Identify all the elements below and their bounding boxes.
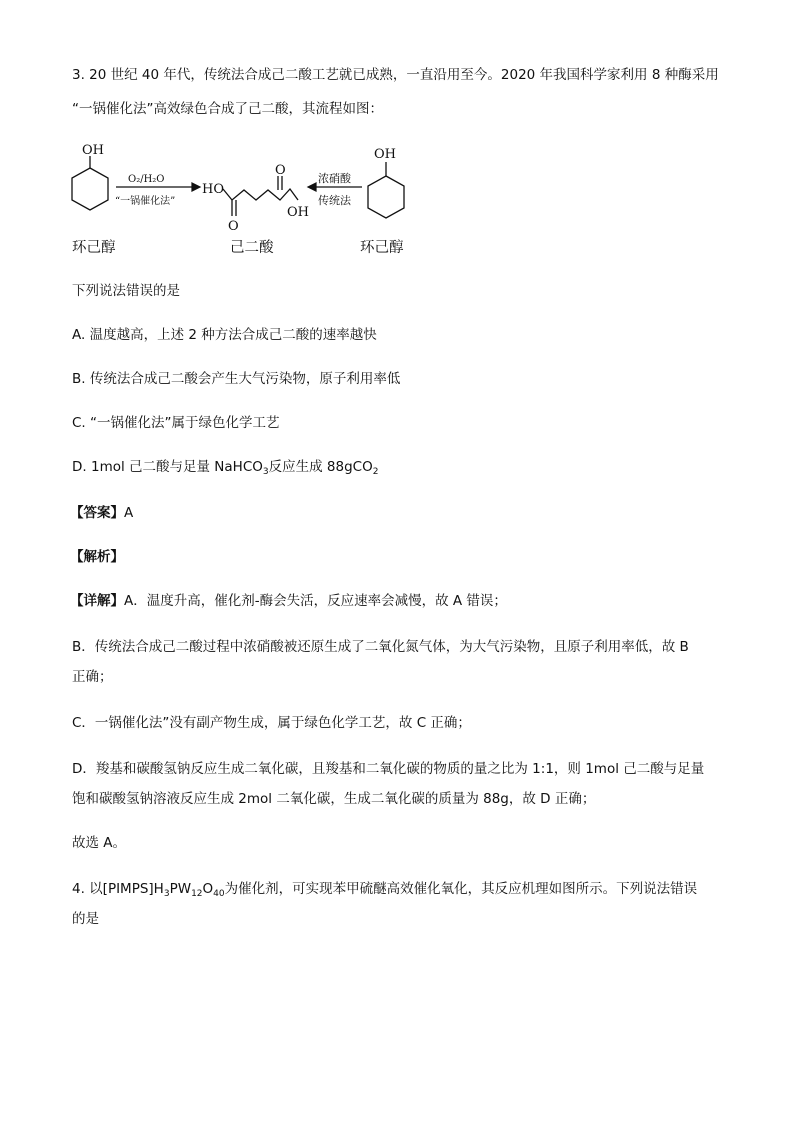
cyclohexanol-right-structure: [368, 162, 404, 218]
answer-value: A: [124, 505, 134, 521]
q3-option-d-prefix: D. 1mol 己二酸与足量 NaHCO: [72, 459, 263, 475]
q4-sub2: 12: [191, 889, 203, 899]
q4-rest: 为催化剂，可实现苯甲硫醚高效催化氧化，其反应机理如图所示。下列说法错误: [224, 881, 698, 897]
q3-option-b: B. 传统法合成己二酸会产生大气污染物，原子利用率低: [72, 371, 401, 387]
detail-a-line: [70, 592, 507, 610]
answer-tag: 【答案】: [70, 505, 124, 521]
analysis-tag: 【解析】: [70, 549, 124, 565]
detail-d-line-2: 饱和碳酸氢钠溶液反应生成 2mol 二氧化碳，生成二氧化碳的质量为 88g，故 D 正确；: [72, 791, 596, 807]
oh-left-label: OH: [82, 143, 104, 158]
q4-prefix: 4. 以[PIMPS]H: [72, 881, 164, 897]
cyclohexanol-left-structure: [72, 156, 108, 210]
detail-tag: 【详解】: [70, 593, 124, 609]
q3-stem-line-1: 3. 20 世纪 40 年代，传统法合成己二酸工艺就已成熟，一直沿用至今。2020 年我国科学家利用 8 种酶采用: [72, 67, 719, 83]
q3-option-d-sub2: 2: [372, 467, 379, 477]
detail-d-line-1: D．羧基和碳酸氢钠反应生成二氧化碳，且羧基和二氧化碳的物质的量之比为 1:1，则 1mol 己二酸与足量: [72, 761, 705, 777]
q4-sub3: 40: [213, 889, 225, 899]
q4-pw: PW: [169, 881, 192, 897]
q4-stem-line-1: [72, 880, 697, 898]
detail-c: C．一锅催化法”没有副产物生成，属于绿色化学工艺，故 C 正确；: [72, 715, 471, 731]
label-adipic-acid: 己二酸: [230, 240, 274, 256]
q4-sub1: 3: [163, 889, 170, 899]
o-top-label: O: [275, 163, 286, 178]
q3-option-c: C. “一锅催化法”属于绿色化学工艺: [72, 415, 280, 431]
q3-option-d: [72, 458, 378, 476]
arrow1-top-label: O₂/H₂O: [128, 174, 165, 185]
arrow2-top-label: 浓硝酸: [318, 172, 351, 185]
arrow2-bottom-label: 传统法: [318, 194, 351, 207]
label-cyclohexanol-left: 环己醇: [72, 240, 116, 256]
answer-line: [70, 504, 133, 522]
q4-stem-line-2: 的是: [72, 911, 99, 927]
o-bottom-label: O: [228, 219, 239, 234]
conclusion: 故选 A。: [72, 835, 127, 851]
q3-stem-line-2: “一锅催化法”高效绿色合成了己二酸，其流程如图：: [72, 101, 383, 117]
ho-label: HO: [202, 182, 224, 197]
oh-acid-label: OH: [287, 205, 309, 220]
q3-option-d-sub1: 3: [262, 467, 269, 477]
q3-option-d-mid: 反应生成 88gCO: [268, 459, 373, 475]
arrow1-bottom-label: “一锅催化法”: [115, 196, 176, 207]
q3-prompt: 下列说法错误的是: [72, 283, 180, 299]
label-cyclohexanol-right: 环己醇: [360, 240, 404, 256]
q4-o: O: [202, 881, 214, 897]
detail-a: A．温度升高，催化剂-酶会失活，反应速率会减慢，故 A 错误；: [124, 593, 507, 609]
detail-b-line-1: B．传统法合成己二酸过程中浓硝酸被还原生成了二氧化氮气体，为大气污染物，且原子利用率低，故 B: [72, 639, 689, 655]
detail-b-line-2: 正确；: [72, 669, 113, 685]
q3-option-a: A. 温度越高，上述 2 种方法合成己二酸的速率越快: [72, 327, 377, 343]
oh-right-label: OH: [374, 147, 396, 162]
